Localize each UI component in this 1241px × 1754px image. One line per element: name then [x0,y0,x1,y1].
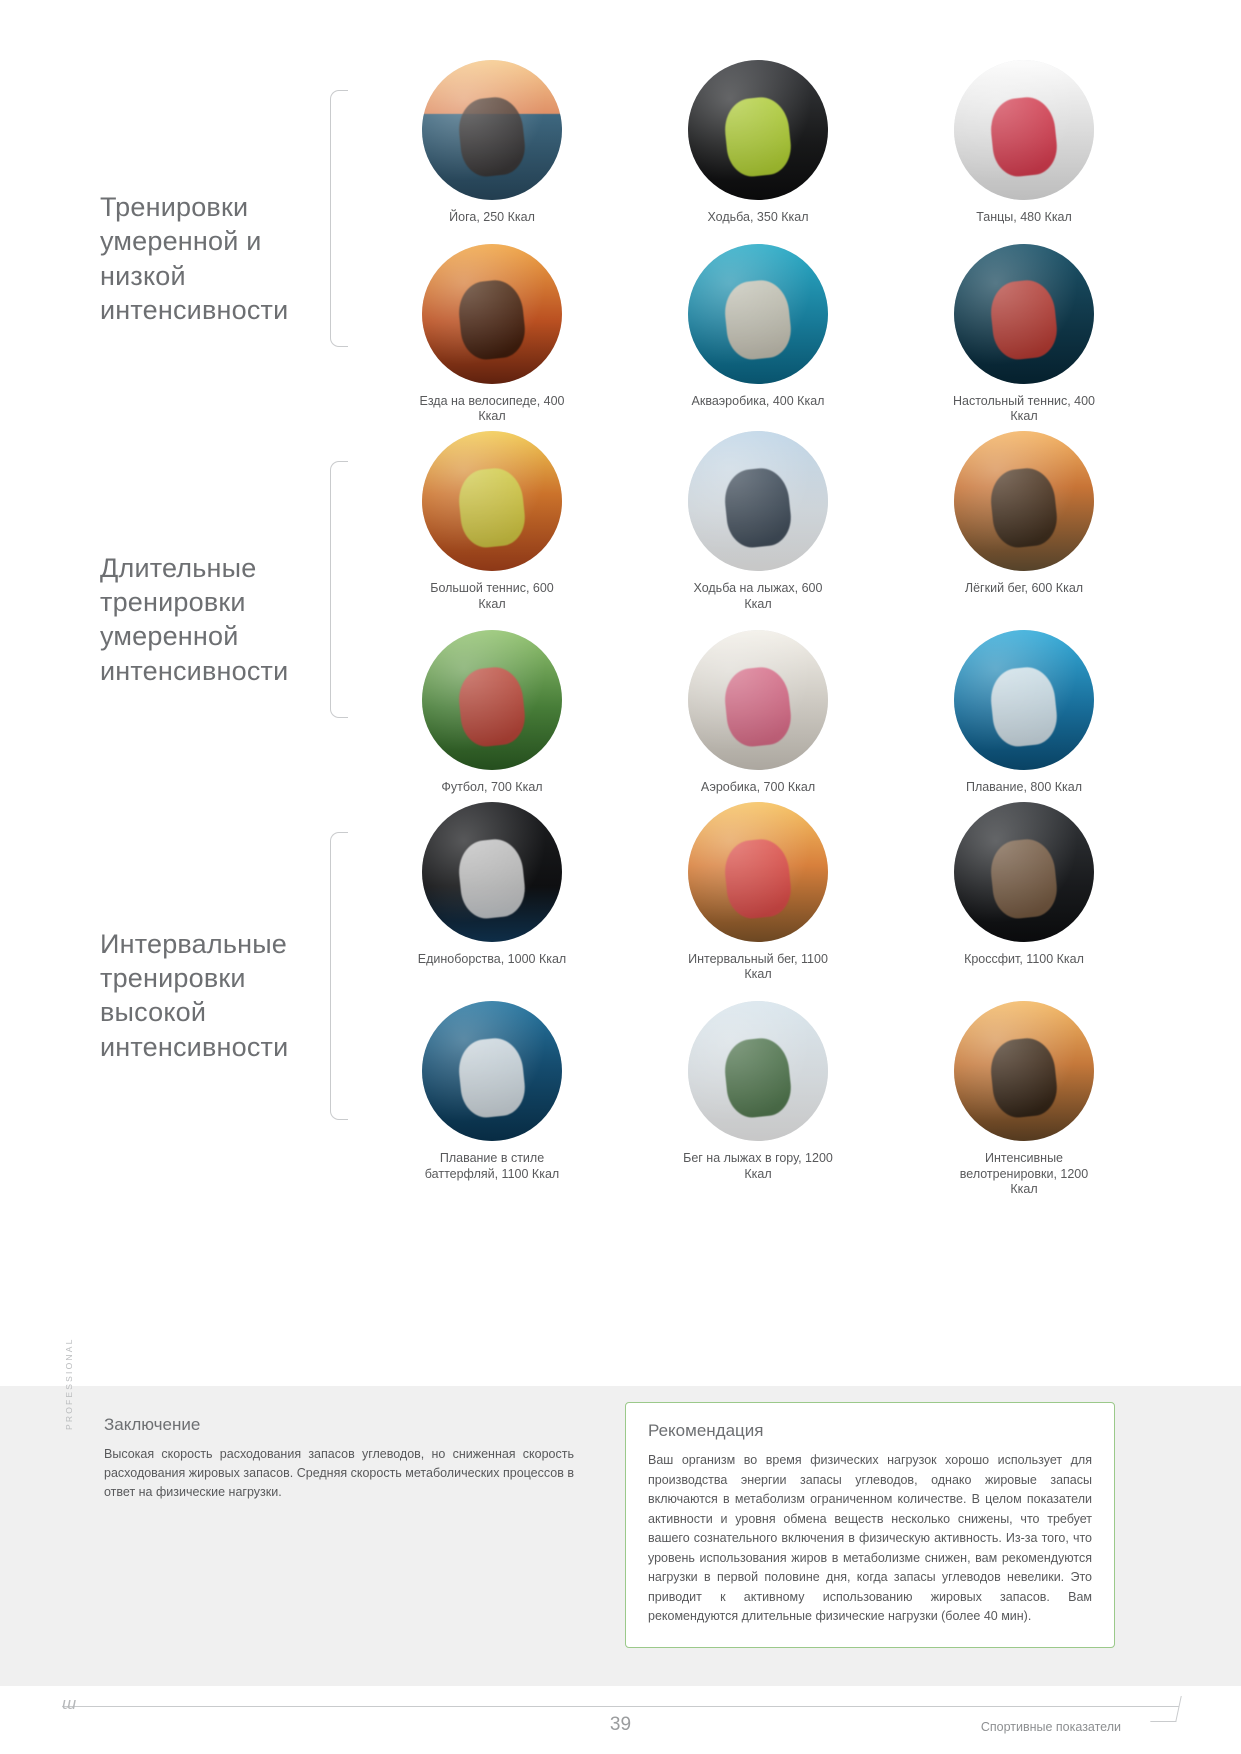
activity-card[interactable] [636,60,880,226]
activity-label: Бег на лыжах в гору, 1200 Ккал [683,1151,833,1181]
activity-image-martial [422,802,562,942]
activity-card[interactable] [636,802,880,983]
activity-image-skiwalk [688,431,828,571]
conclusion-title: Заключение [104,1415,201,1434]
section-long-moderate [0,431,1241,796]
page-footer [0,1684,1241,1754]
activity-image-aquaaerobics [688,244,828,384]
section-bracket [330,832,348,1120]
activity-label: Ходьба, 350 Ккал [707,210,809,224]
page-number: 39 [609,1714,632,1735]
activity-label: Акваэробика, 400 Ккал [691,393,825,408]
activity-card[interactable] [370,244,614,425]
recommendation-text: Ваш организм во время физических нагрузок хорошо использует для производства энергии запасы углеводов, однако жировые запасы включаются в метаболизм ограниченном количестве. В целом показатели активности и уровня обмена веществ несколько снижены, что требует вашего сознательного включения в физическую активность. Из-за того, что уровень использования жиров в метаболизме снижен, вам рекомендуются нагрузки в первой половине дня, когда запасы углеводов невелики. Это приводит к активному использованию жировых запасов. Вам рекомендуются длительные физические нагрузки (более 40 мин). [648,1453,1092,1623]
activity-card[interactable] [902,1001,1146,1198]
activity-label: Аэробика, 700 Ккал [700,780,816,795]
section-title: Длительные тренировки умеренной интенсивности [100,552,289,686]
section-title: Интервальные тренировки высокой интенсивности [100,928,289,1062]
section-grid [348,802,1241,1198]
activity-card[interactable] [370,431,614,612]
activity-card[interactable] [902,244,1146,425]
activity-label: Интервальный бег, 1100 Ккал [688,951,828,982]
activity-image-walking [688,60,828,200]
activity-card[interactable] [370,60,614,226]
activity-label: Йога, 250 Ккал [449,210,535,224]
activity-label: Плавание, 800 Ккал [965,780,1083,795]
activity-card[interactable] [370,1001,614,1198]
activity-card[interactable] [902,630,1146,796]
activity-image-skirace [688,1001,828,1141]
section-grid [348,60,1241,425]
activity-label: Интенсивные велотренировки, 1200 Ккал [959,1151,1089,1197]
activity-card[interactable] [636,244,880,425]
section-interval-high [0,802,1241,1198]
activity-image-aerobics [688,630,828,770]
conclusion-text: Высокая скорость расходования запасов углеводов, но сниженная скорость расходования жировых запасов. Средняя скорость метаболических процессов в ответ на физические нагрузки. [104,1447,574,1499]
activity-card[interactable] [636,630,880,796]
training-sections [0,60,1241,1204]
activity-label: Лёгкий бег, 600 Ккал [964,580,1084,595]
activity-image-football [422,630,562,770]
recommendation-block [625,1402,1115,1648]
section-bracket [330,90,348,347]
section-bracket [330,461,348,718]
footer-corner-mark [1150,1696,1182,1722]
activity-card[interactable] [370,630,614,796]
activity-image-crossfit [954,802,1094,942]
activity-image-mtb [954,1001,1094,1141]
activity-label: Танцы, 480 Ккал [976,210,1072,224]
footer-divider [62,1706,1179,1707]
activity-image-intervalrun [688,802,828,942]
activity-card[interactable] [902,431,1146,612]
section-title: Тренировки умеренной и низкой интенсивности [100,192,289,325]
activity-image-swimming [954,630,1094,770]
activity-image-tennis [422,431,562,571]
recommendation-title: Рекомендация [648,1421,764,1440]
activity-card[interactable] [902,802,1146,983]
activity-card[interactable] [902,60,1146,226]
sidebar-watermark: PROFESSIONAL [64,1337,74,1430]
section-grid [348,431,1241,796]
activity-label: Настольный теннис, 400 Ккал [952,393,1096,424]
activity-image-butterfly [422,1001,562,1141]
activity-card[interactable] [636,1001,880,1198]
activity-card[interactable] [636,431,880,612]
footer-section-name: Спортивные показатели [980,1720,1121,1734]
activity-label: Большой теннис, 600 Ккал [430,580,554,611]
activity-label: Ходьба на лыжах, 600 Ккал [693,580,823,611]
activity-image-tabletennis [954,244,1094,384]
activity-label: Езда на велосипеде, 400 Ккал [419,393,565,424]
activity-card[interactable] [370,802,614,983]
activity-image-cycling [422,244,562,384]
activity-label: Плавание в стиле баттерфляй, 1100 Ккал [424,1151,560,1181]
conclusion-block [104,1415,574,1501]
activity-image-dance [954,60,1094,200]
activity-label: Футбол, 700 Ккал [441,780,543,795]
footer-left-mark: ɯ [62,1694,77,1713]
activity-label: Единоборства, 1000 Ккал [417,951,567,966]
activity-image-yoga [422,60,562,200]
activity-image-jogging [954,431,1094,571]
activity-label: Кроссфит, 1100 Ккал [964,951,1084,966]
section-moderate-low [0,60,1241,425]
